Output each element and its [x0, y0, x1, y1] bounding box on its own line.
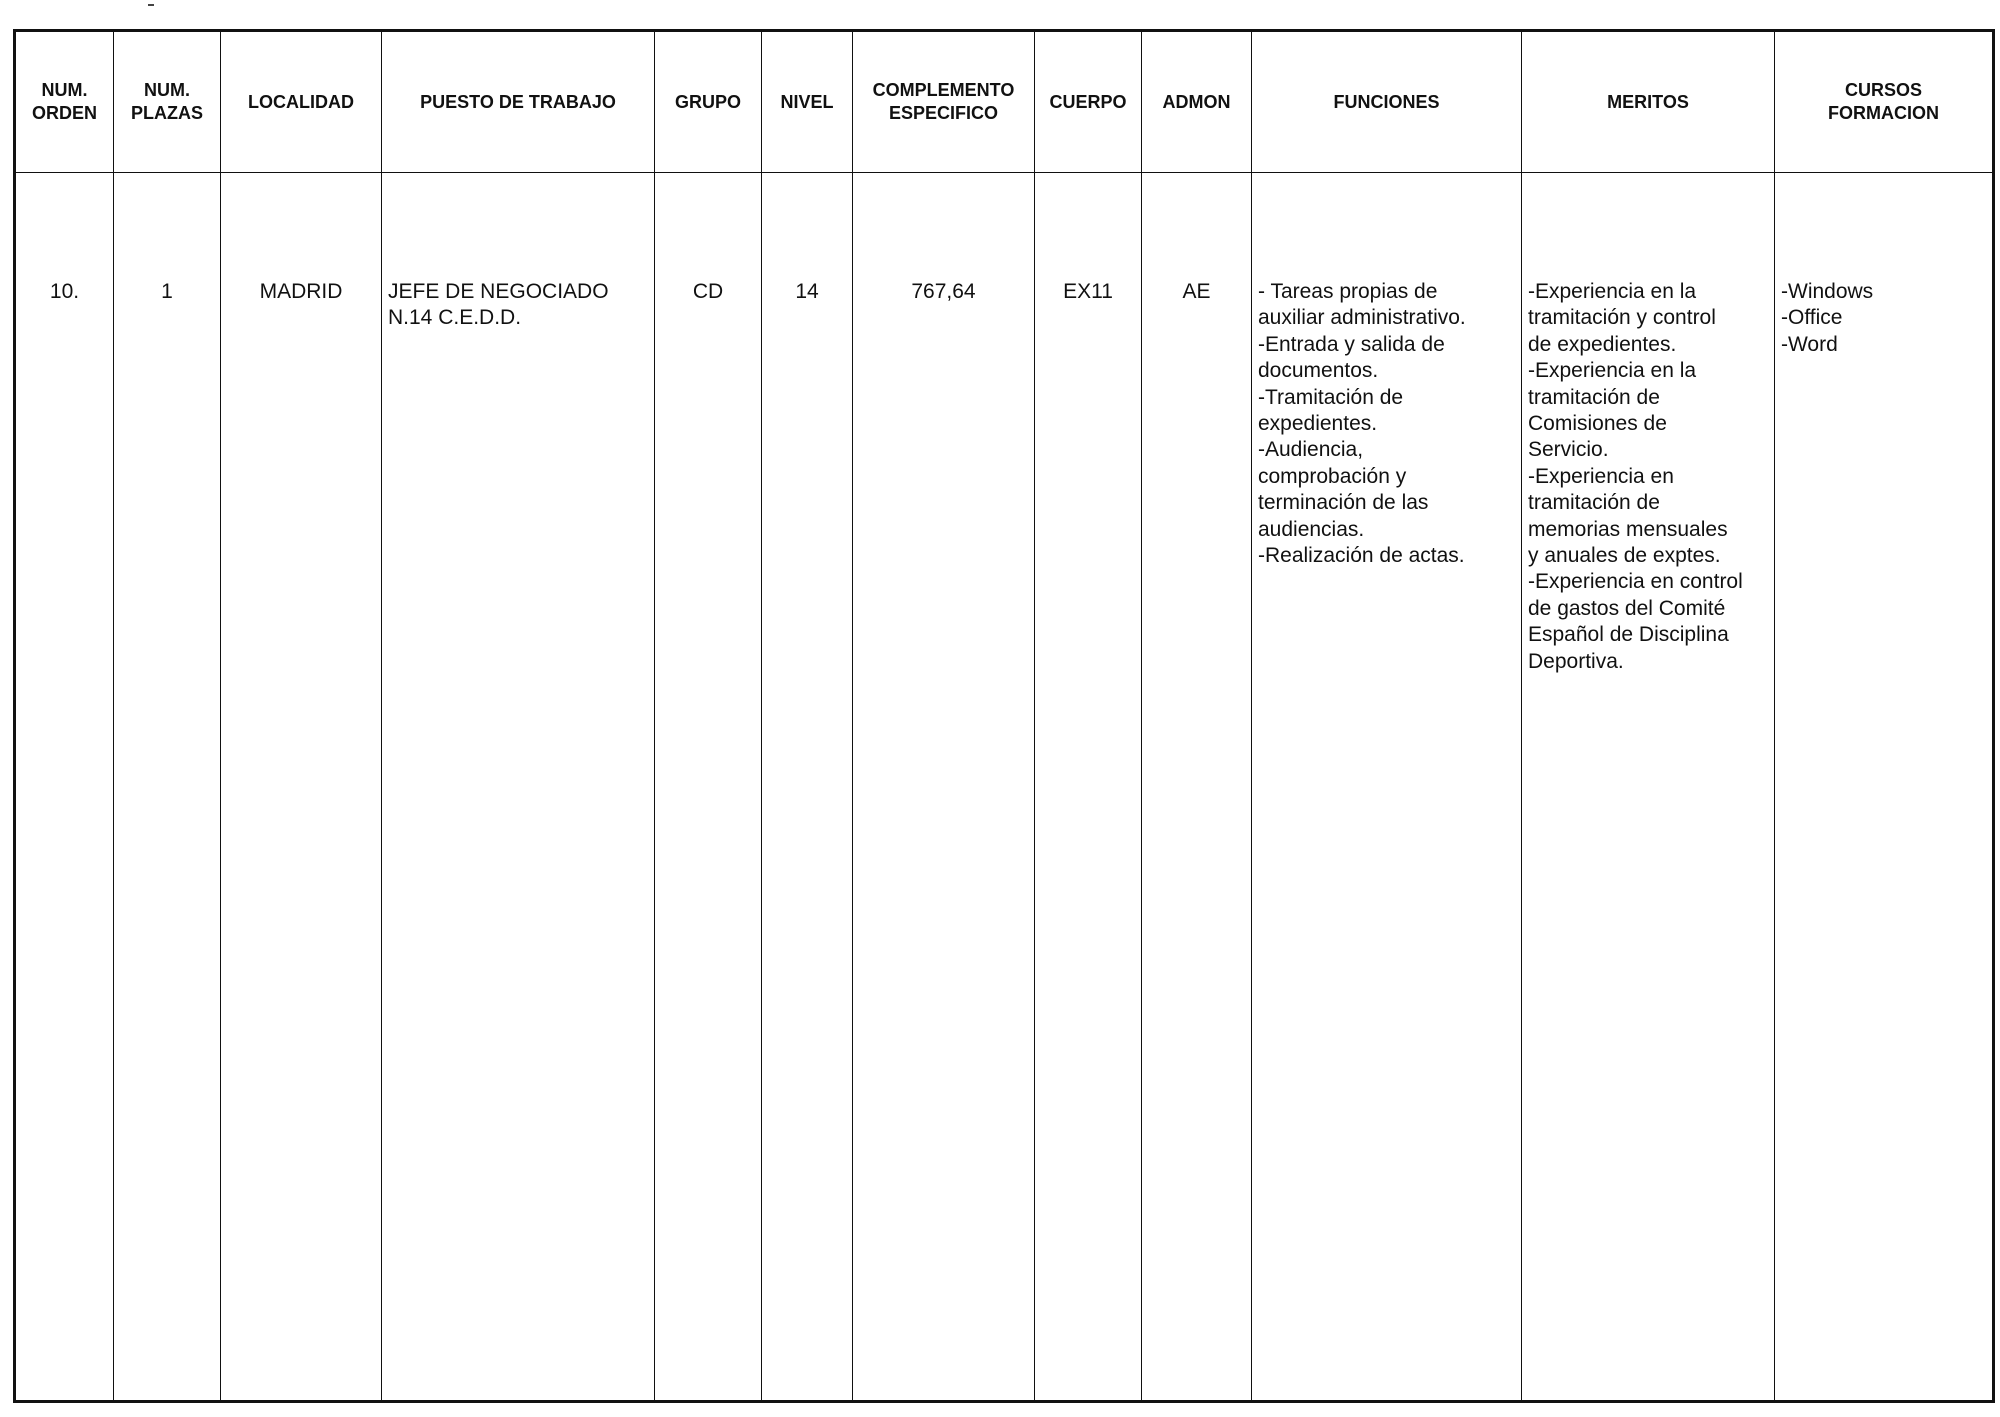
cell-num-orden: 10.	[15, 173, 114, 1402]
text-line: audiencias.	[1258, 517, 1365, 541]
text-line: -Experiencia en control	[1528, 570, 1743, 594]
text-line: -Experiencia en la	[1528, 359, 1697, 383]
text-line: Español de Disciplina	[1528, 623, 1729, 647]
header-meritos: MERITOS	[1522, 31, 1775, 173]
text-line: tramitación de	[1528, 385, 1660, 409]
text-line: memorias mensuales	[1528, 517, 1728, 541]
cell-meritos	[1522, 173, 1775, 1402]
header-localidad: LOCALIDAD	[221, 31, 382, 173]
text-line: tramitación de	[1528, 491, 1660, 515]
scan-mark	[148, 4, 154, 6]
cell-cursos	[1775, 173, 1994, 1402]
text-line: de gastos del Comité	[1528, 596, 1726, 620]
text-line: -Tramitación de	[1258, 385, 1404, 409]
text-line: de expedientes.	[1528, 332, 1677, 356]
text-line: auxiliar administrativo.	[1258, 306, 1466, 330]
text-line: Servicio.	[1528, 438, 1609, 462]
cell-grupo: CD	[655, 173, 762, 1402]
cell-funciones	[1252, 173, 1522, 1402]
job-positions-table	[13, 29, 1995, 1403]
cell-nivel: 14	[762, 173, 853, 1402]
cell-cuerpo: EX11	[1035, 173, 1142, 1402]
text-line: -Office	[1781, 306, 1843, 330]
text-line: documentos.	[1258, 359, 1379, 383]
header-grupo: GRUPO	[655, 31, 762, 173]
header-row	[15, 31, 1994, 173]
text-line: expedientes.	[1258, 412, 1378, 436]
text-line: Comisiones de	[1528, 412, 1667, 436]
header-num-orden: NUM. ORDEN	[15, 31, 114, 173]
text-line: -Experiencia en	[1528, 464, 1674, 488]
text-line: -Word	[1781, 332, 1838, 356]
text-line: -Windows	[1781, 280, 1874, 303]
text-line: terminación de las	[1258, 491, 1429, 515]
text-line: y anuales de exptes.	[1528, 544, 1721, 568]
cell-admon: AE	[1142, 173, 1252, 1402]
header-cuerpo: CUERPO	[1035, 31, 1142, 173]
text-line: Deportiva.	[1528, 649, 1624, 673]
text-line: -Experiencia en la	[1528, 280, 1697, 303]
cell-localidad: MADRID	[221, 173, 382, 1402]
header-cursos: CURSOS FORMACION	[1775, 31, 1994, 173]
header-funciones: FUNCIONES	[1252, 31, 1522, 173]
header-nivel: NIVEL	[762, 31, 853, 173]
cell-num-plazas: 1	[114, 173, 221, 1402]
table-row	[15, 173, 1994, 1402]
cell-complemento: 767,64	[853, 173, 1035, 1402]
text-line: -Audiencia,	[1258, 438, 1364, 462]
cell-puesto: JEFE DE NEGOCIADO N.14 C.E.D.D.	[382, 173, 655, 1402]
text-line: - Tareas propias de	[1258, 280, 1438, 303]
header-num-plazas: NUM. PLAZAS	[114, 31, 221, 173]
header-admon: ADMON	[1142, 31, 1252, 173]
text-line: -Entrada y salida de	[1258, 332, 1445, 356]
header-puesto: PUESTO DE TRABAJO	[382, 31, 655, 173]
text-line: tramitación y control	[1528, 306, 1716, 330]
header-complemento: COMPLEMENTO ESPECIFICO	[853, 31, 1035, 173]
text-line: comprobación y	[1258, 464, 1407, 488]
text-line: -Realización de actas.	[1258, 544, 1465, 568]
